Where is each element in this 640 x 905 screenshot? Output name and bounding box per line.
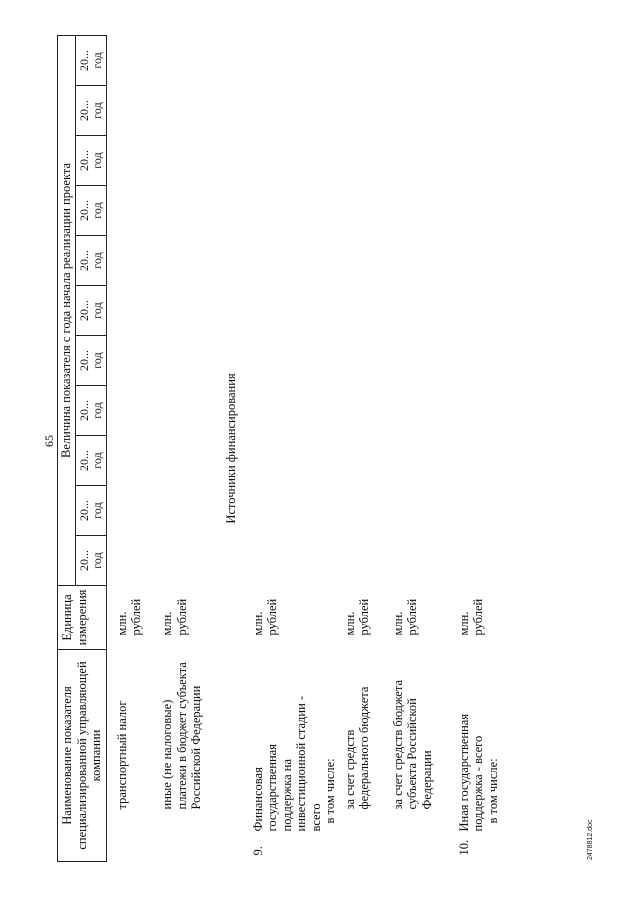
row-name: Иная государственная поддержка - всего в том числе:: [455, 650, 511, 836]
header-year: 20... год: [75, 136, 106, 186]
row-number: [341, 836, 389, 862]
document-code: 2478812.doc: [587, 819, 594, 860]
header-year: 20... год: [75, 236, 106, 286]
row-name: транспортный налог: [114, 700, 129, 810]
section-row: [212, 35, 249, 861]
header-year: 20... год: [75, 286, 106, 336]
table-row: [106, 35, 152, 861]
row-number: 9.: [250, 846, 265, 856]
row-unit: млн. рублей: [114, 598, 143, 636]
header-indicator-name: Наименование показателя специализированной управляющей компании: [58, 650, 107, 862]
row-unit: млн. рублей: [456, 598, 485, 636]
row-number: [152, 836, 212, 862]
row-subtitle: в том числе:: [323, 758, 337, 824]
section-title: Источники финансирования: [224, 373, 238, 524]
header-year: 20... год: [75, 536, 106, 586]
header-year: 20... год: [75, 86, 106, 136]
row-number: [389, 836, 455, 862]
header-value-group: Величина показателя с года начала реализации проекта: [58, 35, 76, 585]
row-number: 10.: [456, 839, 471, 856]
table-row: [455, 35, 511, 861]
row-unit: млн. рублей: [250, 598, 279, 636]
table-row: [389, 35, 455, 861]
rotated-table-area: [57, 36, 572, 862]
row-name: за счет средств бюджета субъекта Российской Федерации: [390, 679, 434, 810]
header-year: 20... год: [75, 336, 106, 386]
row-unit: млн. рублей: [390, 598, 419, 636]
row-name: Финансовая государственная поддержка на инвестиционной стадии - всего в том числе:: [249, 650, 341, 836]
header-year: 20... год: [75, 35, 106, 85]
row-name: иные (не налоговые) платежи в бюджет субъекта Российской Федерации: [160, 662, 203, 810]
row-name: за счет средств федерального бюджета: [342, 686, 371, 810]
header-year: 20... год: [75, 486, 106, 536]
row-subtitle: в том числе:: [485, 758, 500, 824]
page-number: 65: [42, 435, 56, 447]
row-number: [106, 836, 152, 862]
header-year: 20... год: [75, 386, 106, 436]
project-indicators-table: [57, 35, 511, 862]
row-unit: млн. рублей: [160, 598, 189, 636]
row-unit: млн. рублей: [342, 598, 371, 636]
header-year: 20... год: [75, 186, 106, 236]
header-year: 20... год: [75, 436, 106, 486]
header-unit: Единица измерения: [58, 586, 107, 650]
table-row: [341, 35, 389, 861]
table-row: [249, 35, 341, 861]
table-row: [152, 35, 212, 861]
